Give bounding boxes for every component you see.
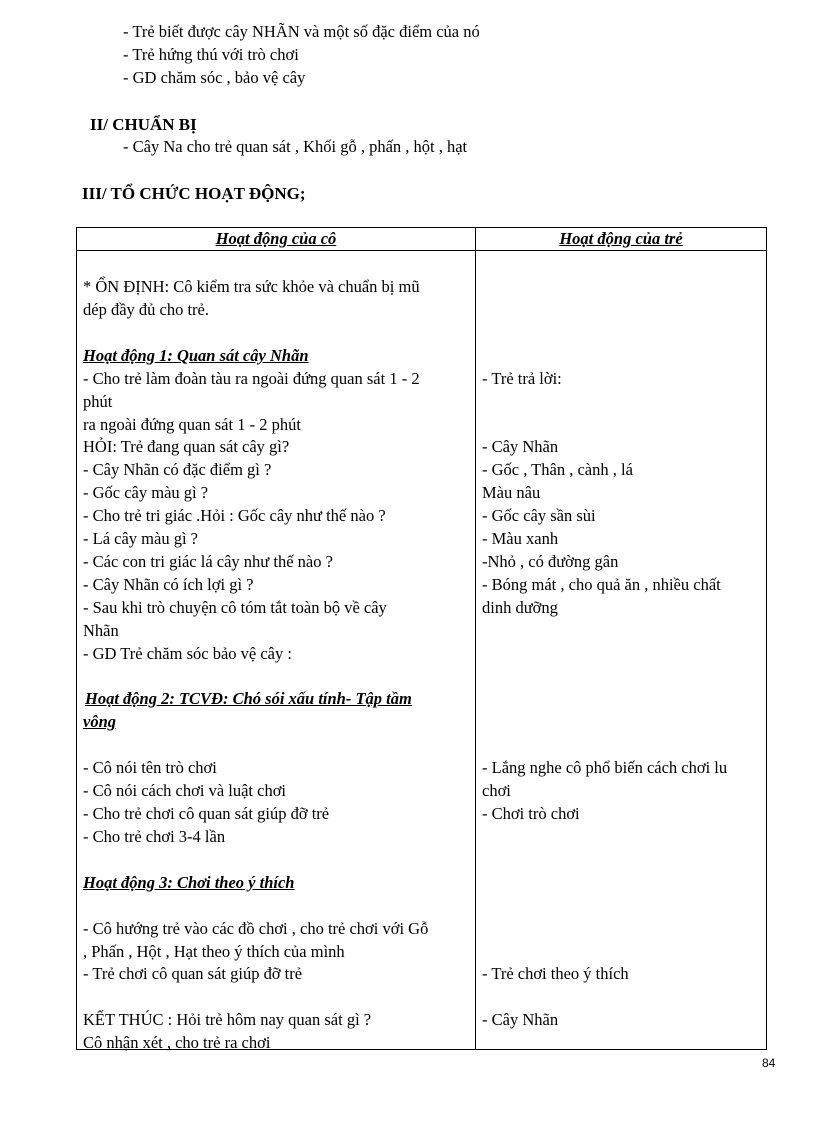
child-line: dinh dưỡng <box>482 598 558 617</box>
teacher-line: - Cây Nhãn có đặc điểm gì ? <box>83 460 272 479</box>
teacher-line: - Cho trẻ làm đoàn tàu ra ngoài đứng quan sát 1 - 2 <box>83 369 420 388</box>
table-row <box>77 251 767 1050</box>
child-line: - Cây Nhãn <box>482 1010 559 1029</box>
child-line: chơi <box>482 781 511 800</box>
activity-1-title: Hoạt động 1: Quan sát cây Nhãn <box>83 346 309 365</box>
page-number: 84 <box>762 1056 776 1070</box>
teacher-line: - Cho trẻ tri giác .Hỏi : Gốc cây như thế nào ? <box>83 506 386 525</box>
child-line: - Chơi trò chơi <box>482 804 580 823</box>
teacher-activity-cell <box>77 251 476 1050</box>
closing-line: Cô nhận xét , cho trẻ ra chơi <box>83 1033 271 1052</box>
closing-line: KẾT THÚC : Hỏi trẻ hôm nay quan sát gì ? <box>83 1010 372 1029</box>
table-header-row <box>77 228 767 251</box>
teacher-line: HỎI: Trẻ đang quan sát cây gì? <box>83 437 290 456</box>
child-line: - Trẻ chơi theo ý thích <box>482 964 629 983</box>
teacher-line: - Lá cây màu gì ? <box>83 529 198 548</box>
teacher-line: - Gốc cây màu gì ? <box>83 483 209 502</box>
teacher-line: - Cô hướng trẻ vào các đồ chơi , cho trẻ chơi với Gỗ <box>83 919 429 938</box>
teacher-line: Nhãn <box>83 621 119 640</box>
child-line: Màu nâu <box>482 483 541 502</box>
teacher-line: * ỔN ĐỊNH: Cô kiểm tra sức khỏe và chuẩn bị mũ <box>83 277 420 296</box>
prep-heading: II/ CHUẨN BỊ <box>90 115 197 134</box>
teacher-line: dép đầy đủ cho trẻ. <box>83 300 209 319</box>
objective-line: - Trẻ hứng thú với trò chơi <box>123 45 299 64</box>
activity-3-title: Hoạt động 3: Chơi theo ý thích <box>83 873 295 892</box>
header-teacher-activity: Hoạt động của cô <box>77 228 476 251</box>
org-heading: III/ TỔ CHỨC HOẠT ĐỘNG; <box>82 184 306 203</box>
teacher-line: - Cây Nhãn có ích lợi gì ? <box>83 575 254 594</box>
child-line: - Cây Nhãn <box>482 437 559 456</box>
child-line: -Nhỏ , có đường gân <box>482 552 619 571</box>
child-line: - Gốc , Thân , cành , lá <box>482 460 633 479</box>
teacher-line: - Sau khi trò chuyện cô tóm tắt toàn bộ về cây <box>83 598 387 617</box>
teacher-line: - Các con tri giác lá cây như thế nào ? <box>83 552 333 571</box>
activity-2-title: Hoạt động 2: TCVĐ: Chó sói xấu tính- Tập tầm <box>85 689 412 708</box>
teacher-line: - GD Trẻ chăm sóc bảo vệ cây : <box>83 644 292 663</box>
teacher-line: - Cho trẻ chơi cô quan sát giúp đỡ trẻ <box>83 804 330 823</box>
child-line: - Bóng mát , cho quả ăn , nhiều chất <box>482 575 721 594</box>
teacher-line: phút <box>83 392 113 411</box>
child-line: - Màu xanh <box>482 529 559 548</box>
teacher-line: ra ngoài đứng quan sát 1 - 2 phút <box>83 415 301 434</box>
teacher-line: , Phấn , Hột , Hạt theo ý thích của mình <box>83 942 345 961</box>
activity-2-title-cont: vông <box>83 712 116 731</box>
header-child-activity: Hoạt động của trẻ <box>476 228 767 251</box>
child-activity-cell <box>476 251 767 1050</box>
objective-line: - GD chăm sóc , bảo vệ cây <box>123 68 306 87</box>
teacher-line: - Cô nói cách chơi và luật chơi <box>83 781 287 800</box>
child-line: - Lắng nghe cô phổ biến cách chơi lu <box>482 758 728 777</box>
objective-line: - Trẻ biết được cây NHÃN và một số đặc điểm của nó <box>123 22 480 41</box>
prep-text: - Cây Na cho trẻ quan sát , Khối gỗ , phấn , hột , hạt <box>123 137 468 156</box>
activity-table <box>76 227 767 1050</box>
teacher-line: - Trẻ chơi cô quan sát giúp đỡ trẻ <box>83 964 303 983</box>
teacher-line: - Cho trẻ chơi 3-4 lần <box>83 827 226 846</box>
teacher-line: - Cô nói tên trò chơi <box>83 758 217 777</box>
child-line: - Gốc cây sần sùi <box>482 506 596 525</box>
child-line: - Trẻ trả lời: <box>482 369 562 388</box>
